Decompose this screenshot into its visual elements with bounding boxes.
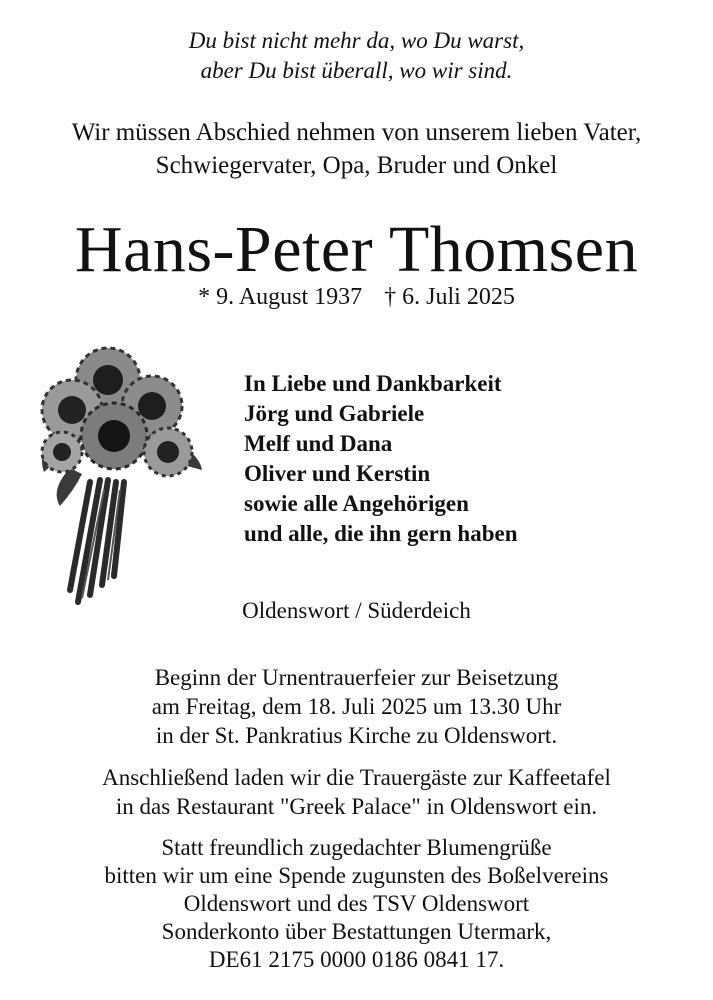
ceremony-line: am Freitag, dem 18. Juli 2025 um 13.30 Uhr — [151, 694, 562, 719]
birth-date: * 9. August 1937 — [198, 284, 363, 310]
family-line: Oliver und Kerstin — [244, 461, 431, 486]
family-line: Jörg und Gabriele — [244, 401, 425, 426]
sunflower-bouquet-icon — [30, 340, 210, 610]
intro-line: Schwiegervater, Opa, Bruder und Onkel — [155, 152, 558, 179]
motto-line: Du bist nicht mehr da, wo Du warst, — [188, 28, 525, 53]
motto-verse — [0, 26, 713, 86]
ceremony-line: in der St. Pankratius Kirche zu Oldenswort. — [155, 723, 558, 748]
donation-line: DE61 2175 0000 0186 0841 17. — [208, 947, 505, 972]
family-signatures — [244, 369, 518, 549]
ceremony-line: Beginn der Urnentrauerfeier zur Beisetzung — [154, 665, 559, 690]
family-line: Melf und Dana — [244, 431, 393, 456]
death-date: † 6. Juli 2025 — [384, 284, 515, 310]
donation-line: Sonderkonto über Bestattungen Utermark, — [161, 919, 552, 944]
flower-heads — [42, 348, 192, 476]
coffee-line: in das Restaurant "Greek Palace" in Oldenswort ein. — [115, 794, 598, 819]
coffee-line: Anschließend laden wir die Trauergäste zur Kaffeetafel — [102, 765, 611, 790]
family-line: sowie alle Angehörigen — [244, 491, 469, 516]
motto-line: aber Du bist überall, wo wir sind. — [200, 58, 513, 83]
donation-line: bitten wir um eine Spende zugunsten des Boßelvereins — [104, 863, 609, 888]
intro-text — [0, 116, 713, 182]
family-line: und alle, die ihn gern haben — [244, 521, 518, 546]
donation-line: Statt freundlich zugedachter Blumengrüße — [161, 835, 552, 860]
ceremony-info — [0, 663, 713, 750]
family-line: In Liebe und Dankbarkeit — [244, 371, 502, 396]
coffee-invitation — [0, 763, 713, 821]
intro-line: Wir müssen Abschied nehmen von unserem lieben Vater, — [71, 119, 642, 146]
deceased-name: Hans-Peter Thomsen — [74, 213, 639, 286]
life-dates — [0, 282, 713, 312]
place-line: Oldenswort / Süderdeich — [242, 598, 471, 623]
donation-line: Oldenswort und des TSV Oldenswort — [183, 891, 530, 916]
donation-request — [0, 834, 713, 974]
